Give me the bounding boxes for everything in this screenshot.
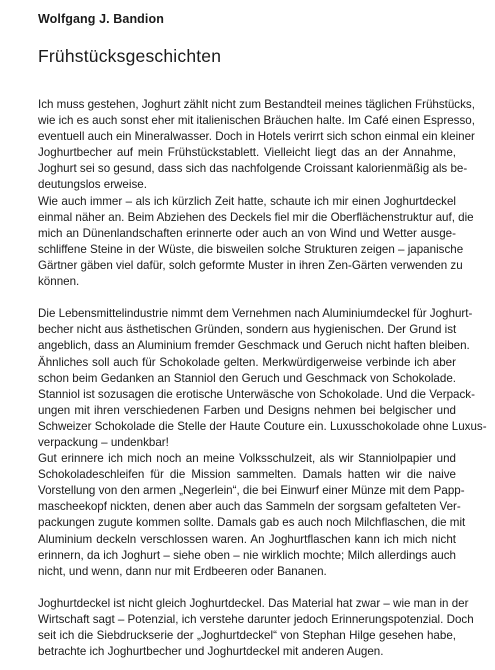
author-name: Wolfgang J. Bandion — [38, 12, 164, 26]
paragraph-line: deutungslos erweise. — [38, 178, 147, 192]
paragraph — [38, 451, 466, 580]
paragraph-line: Schokoladeschleifen für die Mission sammelten. Damals hatten wir die naive — [38, 468, 456, 482]
paragraph-line: Aluminium deckeln verschlossen waren. An Joghurtflaschen kann ich mich nicht — [38, 532, 456, 546]
paragraph — [38, 306, 487, 451]
paragraph-line: Die Lebensmittelindustrie nimmt dem Vernehmen nach Aluminiumdeckel für Joghurt- — [38, 307, 473, 321]
paragraph — [38, 596, 474, 660]
paragraph-line: Wie auch immer – als ich kürzlich Zeit hatte, schaute ich mir einen Joghurtdeckel — [38, 194, 456, 208]
paragraph-line: schon beim Gedanken an Stanniol den Geruch und Geschmack von Schokolade. — [38, 371, 456, 385]
paragraph-line: Stanniol ist sozusagen die erotische Unterwäsche von Schokolade. Und die Verpack- — [38, 387, 475, 401]
article-body — [38, 97, 487, 660]
paragraph-line: Gut erinnere ich mich noch an meine Volksschulzeit, als wir Stanniolpapier und — [38, 452, 456, 466]
page-title: Frühstücksgeschichten — [38, 46, 222, 66]
paragraph-line: Schweizer Schokolade die Stelle der Haute Couture ein. Luxusschokolade ohne Luxus- — [38, 419, 487, 433]
paragraph-line: becher nicht aus ästhetischen Gründen, sondern aus hygienischen. Der Grund ist — [38, 323, 457, 337]
paragraph-line: nicht, und wenn, dann nur mit Erdbeeren oder Bananen. — [38, 564, 327, 578]
paragraph-line: mich an Dünenlandschaften erinnerte oder auch an von Wind und Wetter ausge- — [38, 226, 456, 240]
paragraph-line: verpackung – undenkbar! — [38, 435, 169, 449]
paragraph-line: wie ich es auch sonst eher mit italienischen Bräuchen halte. Im Café einen Espresso, — [38, 114, 475, 128]
paragraph-line: Ähnliches soll auch für Schokolade gelten. Merkwürdigerweise verbinde ich aber — [38, 355, 456, 369]
paragraph-line: betrachte ich Joghurtbecher und Joghurtdeckel mit anderen Augen. — [38, 645, 384, 659]
paragraph-line: können. — [38, 275, 80, 289]
paragraph-line: Joghurtbecher auf mein Frühstückstablett. Vielleicht liegt das an der Annahme, — [38, 146, 456, 160]
paragraph-line: Joghurt sei so gesund, dass sich das nachfolgende Croissant kalorienmäßig als be- — [38, 162, 468, 176]
paragraph-line: Gärtner gäben viel dafür, solch geformte Muster in ihren Zen-Gärten verwenden zu — [38, 258, 463, 272]
paragraph-line: seit ich die Siebdruckserie der „Joghurtdeckel“ von Stephan Hilge gesehen habe, — [38, 629, 456, 643]
paragraph-line: Joghurtdeckel ist nicht gleich Joghurtdeckel. Das Material hat zwar – wie man in der — [38, 596, 469, 610]
paragraph-line: Ich muss gestehen, Joghurt zählt nicht zum Bestandteil meines täglichen Frühstücks, — [38, 98, 475, 111]
paragraph-line: ungen mit ihren verschiedenen Farben und Designs nehmen bei belgischer und — [38, 403, 456, 417]
paragraph-line: Vorstellung von den armen „Negerlein“, die bei Einwurf einer Münze mit dem Papp- — [38, 484, 465, 498]
paragraph-line: Wirtschaft sagt – Potenzial, ich verstehe darunter jedoch Erinnerungspotenzial. Doch — [38, 613, 474, 626]
paragraph-line: einmal näher an. Beim Abziehen des Deckels fiel mir die Oberflächenstruktur auf, die — [38, 210, 474, 224]
paragraph-line: schliffene Steine in der Wüste, die bisweilen solche Strukturen zeigen – japanische — [38, 242, 464, 256]
paragraph — [38, 194, 474, 291]
paragraph-spacer — [38, 580, 456, 596]
paragraph-line: angeblich, dass an Aluminium fremder Geschmack und Geruch nicht haften bleiben. — [38, 339, 470, 353]
paragraph — [38, 97, 475, 194]
paragraph-line: mascheekopf nickten, denen aber auch das Sammeln der sorgsam gefalteten Ver- — [38, 500, 461, 514]
paragraph-line: packungen zugute kommen sollte. Damals gab es auch noch Milchflaschen, die mit — [38, 516, 466, 530]
paragraph-spacer — [38, 290, 456, 306]
paragraph-line: eventuell auch ein Mineralwasser. Doch in Hotels verirrt sich schon einmal ein kleiner — [38, 130, 475, 144]
paragraph-line: erinnern, da ich Joghurt – siehe oben – nie wirklich mochte; Milch allerdings auch — [38, 548, 456, 562]
